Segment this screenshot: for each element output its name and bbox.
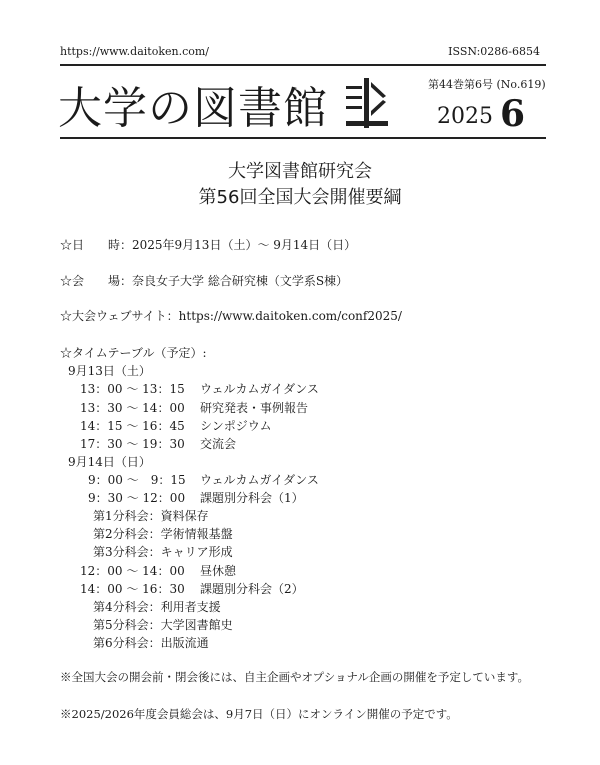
session-1: 第1分科会：資料保存 bbox=[93, 509, 209, 523]
day2-label: 9月14日（日） bbox=[68, 455, 151, 469]
day2-row3-time: 12：00 ～ 14：00 bbox=[80, 564, 185, 578]
day1-row1-time: 13：00 ～ 13：15 bbox=[80, 382, 185, 396]
website-url: https://www.daitoken.com/ bbox=[60, 45, 210, 58]
day1-row2-event: 研究発表・事例報告 bbox=[200, 401, 309, 415]
day1-row4-event: 交流会 bbox=[200, 437, 237, 451]
note-2: ※2025/2026年度会員総会は、9月7日（日）にオンライン開催の予定です。 bbox=[60, 707, 458, 721]
title-line-1: 大学図書館研究会 bbox=[228, 161, 372, 182]
day2-row4-event: 課題別分科会（2） bbox=[200, 582, 304, 596]
info-venue: ☆会 場：奈良女子大学 総合研究棟（文学系S棟） bbox=[60, 274, 349, 288]
day2-row2-event: 課題別分科会（1） bbox=[200, 491, 304, 505]
journal-title: 大学の図書館 bbox=[58, 83, 328, 134]
session-5: 第5分科会：大学図書館史 bbox=[93, 618, 233, 632]
title-line-2: 第56回全国大会開催要綱 bbox=[198, 187, 402, 208]
day1-row1-event: ウェルカムガイダンス bbox=[200, 382, 319, 396]
info-website: ☆大会ウェブサイト：https://www.daitoken.com/conf2025/ bbox=[60, 309, 402, 323]
issn: ISSN:0286-6854 bbox=[448, 45, 540, 58]
issue-year: 2025 bbox=[437, 104, 493, 129]
note-1: ※全国大会の開会前・閉会後には、自主企画やオプショナル企画の開催を予定しています。 bbox=[60, 670, 529, 684]
day2-row2-time: 9：30 ～ 12：00 bbox=[88, 491, 186, 505]
day1-row4-time: 17：30 ～ 19：30 bbox=[80, 437, 185, 451]
session-4: 第4分科会：利用者支援 bbox=[93, 600, 221, 614]
header-rule-top bbox=[60, 64, 546, 66]
timetable-heading: ☆タイムテーブル（予定）: bbox=[60, 346, 207, 360]
session-2: 第2分科会：学術情報基盤 bbox=[93, 527, 233, 541]
header-rule-bottom bbox=[60, 137, 546, 139]
volume-number: 第44巻第6号 (No.619) bbox=[428, 78, 546, 91]
issue-number: 6 bbox=[500, 93, 526, 135]
info-date: ☆日 時：2025年9月13日（土）～ 9月14日（日） bbox=[60, 238, 357, 252]
day1-row3-time: 14：15 ～ 16：45 bbox=[80, 419, 185, 433]
day1-label: 9月13日（土） bbox=[68, 364, 151, 378]
day2-row4-time: 14：00 ～ 16：30 bbox=[80, 582, 185, 596]
day2-row1-time: 9：00 ～ 9：15 bbox=[88, 473, 186, 487]
session-3: 第3分科会：キャリア形成 bbox=[93, 545, 233, 559]
session-6: 第6分科会：出版流通 bbox=[93, 636, 209, 650]
day2-row1-event: ウェルカムガイダンス bbox=[200, 473, 319, 487]
day2-row3-event: 昼休憩 bbox=[200, 564, 237, 578]
daitoken-logo-icon bbox=[344, 76, 390, 130]
day1-row2-time: 13：30 ～ 14：00 bbox=[80, 401, 185, 415]
day1-row3-event: シンポジウム bbox=[200, 419, 272, 433]
